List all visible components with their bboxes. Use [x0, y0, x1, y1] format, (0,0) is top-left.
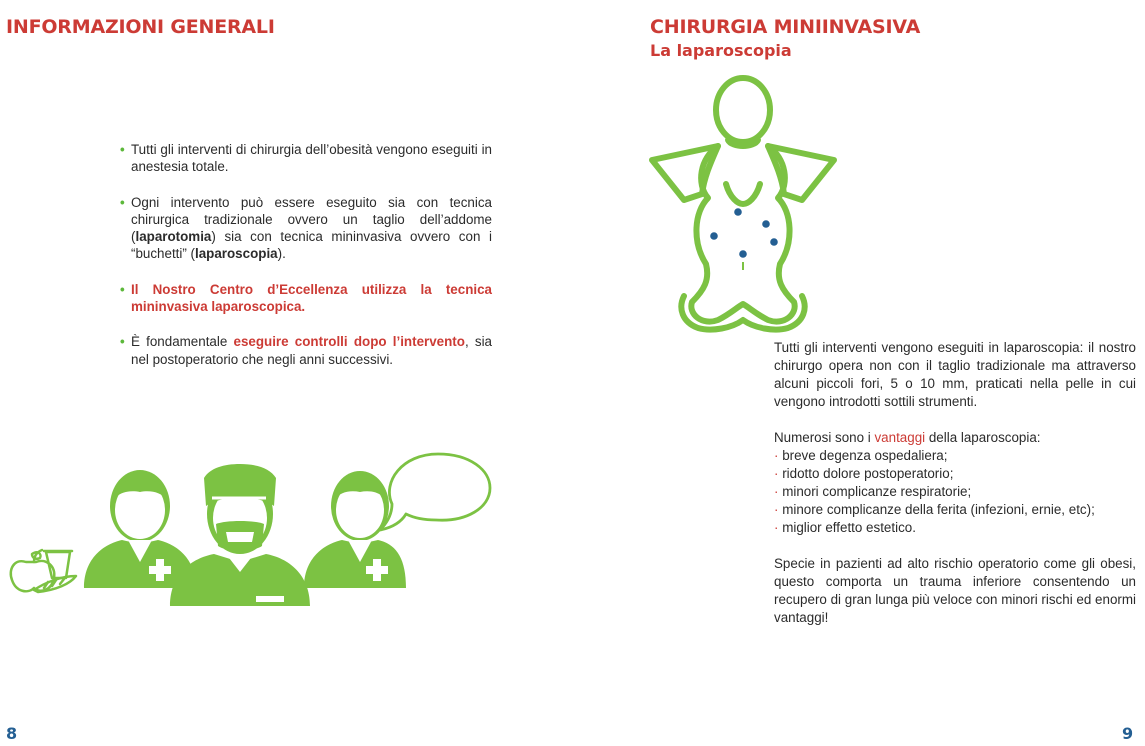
doctor-icon: [84, 470, 196, 588]
list-item: • Ogni intervento può essere eseguito sia con tecnica chirurgica tradizionale ovvero un taglio dell’addome (laparotomia) sia con tecnica mininvasiva ovvero con i “buchetti” (laparoscopia).: [120, 194, 492, 262]
bullet-dot-icon: •: [120, 281, 125, 297]
right-page: [572, 0, 1145, 746]
patient-illustration: [648, 74, 838, 334]
emphasis-vantaggi: vantaggi: [874, 430, 926, 445]
term-laparoscopia: laparoscopia: [195, 246, 278, 262]
left-page: [0, 0, 572, 746]
general-info-list: [120, 141, 492, 386]
bullet-dot-icon: •: [120, 334, 125, 350]
list-item: • È fondamentale eseguire controlli dopo l’intervento, sia nel postoperatorio che negli anni successivi.: [120, 334, 493, 367]
fruit-veg-icon: [11, 550, 76, 592]
right-page-heading: CHIRURGIA MINIINVASIVA: [650, 16, 921, 38]
speech-bubble-icon: [380, 454, 490, 530]
laparoscopy-conclusion: Specie in pazienti ad alto rischio operatorio come gli obesi, questo comporta un trauma inferiore consentendo un recupero di gran lunga più veloce con minori rischi ed enormi vantaggi!: [774, 556, 1136, 625]
term-laparotomia: laparotomia: [135, 229, 212, 245]
right-page-subheading: La laparoscopia: [650, 41, 792, 60]
list-item: · breve degenza ospedaliera;: [774, 448, 948, 463]
advantages-block: Numerosi sono i vantaggi della laparoscopia: · breve degenza ospedaliera; · ridotto dolore postoperatorio; · minori complicanze respiratorie; · minore complicanze della ferita (infezioni, ernie, etc); · miglior effetto estetico.: [774, 429, 1136, 537]
laparoscopy-intro: Tutti gli interventi vengono eseguiti in laparoscopia: il nostro chirurgo opera non con il taglio tradizionale ma attraverso alcuni piccoli fori, 5 o 10 mm, praticati nella pelle in cui vengono introdotti sottili strumenti.: [774, 340, 1136, 409]
emphasis-controls: eseguire controlli dopo l’intervento: [233, 334, 465, 350]
list-item: · minore complicanze della ferita (infezioni, ernie, etc);: [774, 502, 1095, 517]
list-item: • Tutti gli interventi di chirurgia dell’obesità vengono eseguiti in anestesia totale.: [120, 142, 492, 175]
bullet-dot-icon: •: [120, 142, 125, 157]
left-page-heading: INFORMAZIONI GENERALI: [6, 16, 275, 38]
bullet-dot-icon: •: [120, 194, 125, 210]
laparoscopy-text: [774, 339, 1136, 645]
surgeon-icon: [170, 464, 310, 606]
page-number-left: 8: [6, 724, 18, 743]
list-item: · ridotto dolore postoperatorio;: [774, 466, 954, 481]
patient-body-icon: [652, 78, 834, 330]
page-number-right: 9: [1122, 724, 1134, 743]
list-item: · minori complicanze respiratorie;: [774, 484, 972, 499]
port-dots-icon: [710, 208, 778, 258]
doctors-illustration: [4, 454, 494, 624]
list-item: · miglior effetto estetico.: [774, 520, 916, 535]
list-item: • Il Nostro Centro d’Eccellenza utilizza la tecnica mininvasiva laparoscopica.: [120, 281, 492, 315]
